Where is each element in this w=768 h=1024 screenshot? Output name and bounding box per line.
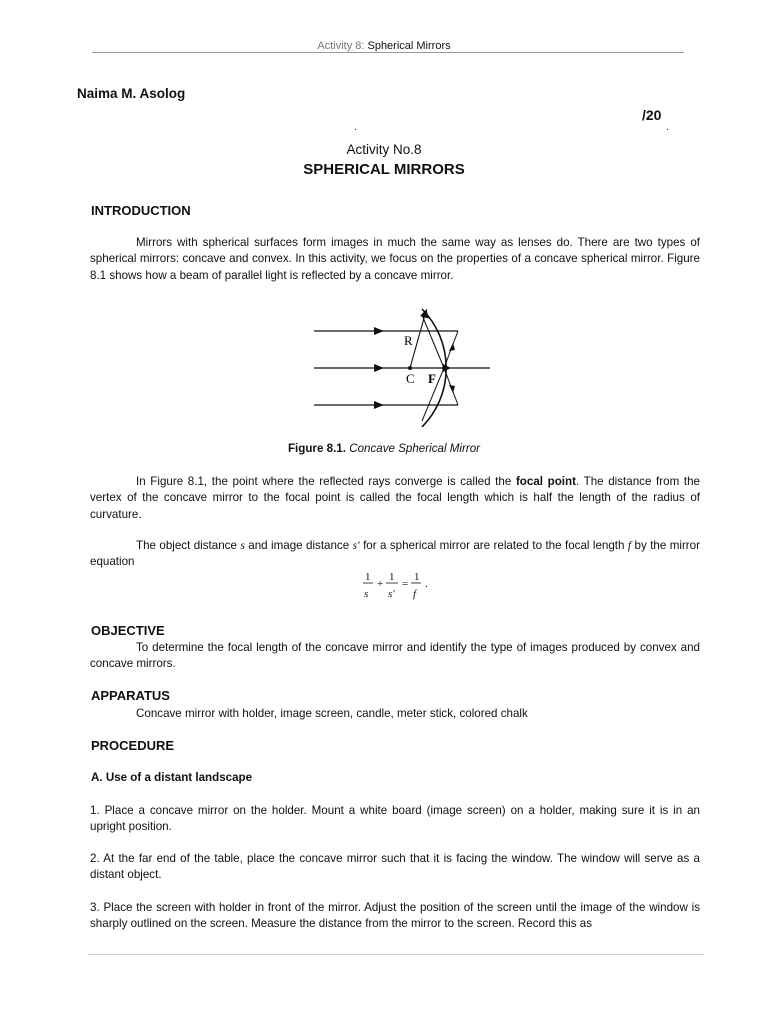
score-field: /20 (642, 107, 662, 123)
procedure-heading: PROCEDURE (91, 738, 175, 753)
focal-point (442, 366, 446, 370)
label-f: F (428, 371, 436, 386)
numerator: 1 (414, 571, 420, 583)
denominator-s-prime: s' (388, 588, 395, 600)
arrowhead (374, 327, 384, 335)
text-run: and image distance (244, 539, 353, 552)
arrowhead (449, 385, 455, 393)
text-run: by the mirror equation (90, 539, 700, 569)
denominator-f: f (413, 588, 417, 600)
text-run: for a spherical mirror are related to the focal length (359, 539, 628, 552)
text-run: The object distance (136, 539, 241, 552)
arrowhead (374, 401, 384, 409)
text-run: In Figure 8.1, the point where the reflected rays converge is called the (136, 475, 516, 488)
arrowhead (374, 364, 384, 372)
procedure-step: 1. Place a concave mirror on the holder. Mount a white board (image screen) on a holder, making sure it is in an upright position. (90, 804, 700, 834)
header-prefix: Activity 8: (317, 40, 368, 52)
arrowhead (449, 343, 455, 351)
apparatus-text: Concave mirror with holder, image screen, candle, meter stick, colored chalk (136, 707, 528, 720)
label-r: R (404, 333, 413, 348)
activity-number: Activity No.8 (346, 142, 422, 157)
mirror-equation-graphic (360, 568, 450, 604)
footer-rule (88, 954, 704, 955)
header-title: Spherical Mirrors (367, 40, 451, 52)
introduction-heading: INTRODUCTION (91, 203, 191, 218)
running-header (0, 40, 768, 52)
procedure-subheading: A. Use of a distant landscape (91, 771, 253, 784)
figure-caption-label: Figure 8.1. (287, 442, 346, 455)
concave-mirror-diagram (310, 305, 500, 427)
mark-dot: . (354, 122, 357, 133)
center-point (408, 366, 412, 370)
label-c: C (406, 371, 415, 386)
mark-dot: . (666, 122, 669, 133)
procedure-step: 2. At the far end of the table, place the concave mirror such that it is facing the window. The window will serve as a distant object. (90, 852, 700, 882)
author-name: Naima M. Asolog (77, 86, 186, 101)
objective-text: To determine the focal length of the concave mirror and identify the type of images produced by convex and concave mirrors. (90, 641, 700, 671)
apparatus-heading: APPARATUS (91, 688, 170, 703)
activity-title: SPHERICAL MIRRORS (303, 161, 465, 178)
procedure-step: 3. Place the screen with holder in front of the mirror. Adjust the position of the screen until the image of the window is sharply outlined on the screen. Measure the distance from the mirror to the screen. Record this as (90, 901, 700, 931)
plus-sign: + (377, 578, 384, 590)
symbol-f: f (627, 539, 632, 552)
mirror-equation (360, 568, 450, 609)
objective-heading: OBJECTIVE (91, 623, 165, 638)
equals-sign: = (402, 578, 409, 590)
period: . (425, 578, 428, 590)
header-rule (92, 52, 684, 53)
figure-caption-text: Concave Spherical Mirror (349, 442, 481, 455)
denominator-s: s (364, 588, 369, 600)
symbol-s: s (240, 539, 245, 552)
figure-concave-mirror (310, 305, 500, 432)
numerator: 1 (389, 571, 395, 583)
symbol-s-prime: s′ (352, 539, 360, 552)
text-run: . The distance from the vertex of the concave mirror to the focal point is called the focal length which is half the length of the radius of curvature. (90, 475, 700, 521)
focal-point-term: focal point (515, 475, 576, 488)
introduction-paragraph: Mirrors with spherical surfaces form images in much the same way as lenses do. There are two types of spherical mirrors: concave and convex. In this activity, we focus on the properties of a concave spherical mirror. Figure 8.1 shows how a beam of parallel light is reflected by a concave mirror. (90, 236, 700, 282)
numerator: 1 (365, 571, 371, 583)
figure-caption (0, 442, 768, 455)
mirror-equation-paragraph (90, 538, 700, 571)
focal-point-paragraph (90, 474, 700, 523)
